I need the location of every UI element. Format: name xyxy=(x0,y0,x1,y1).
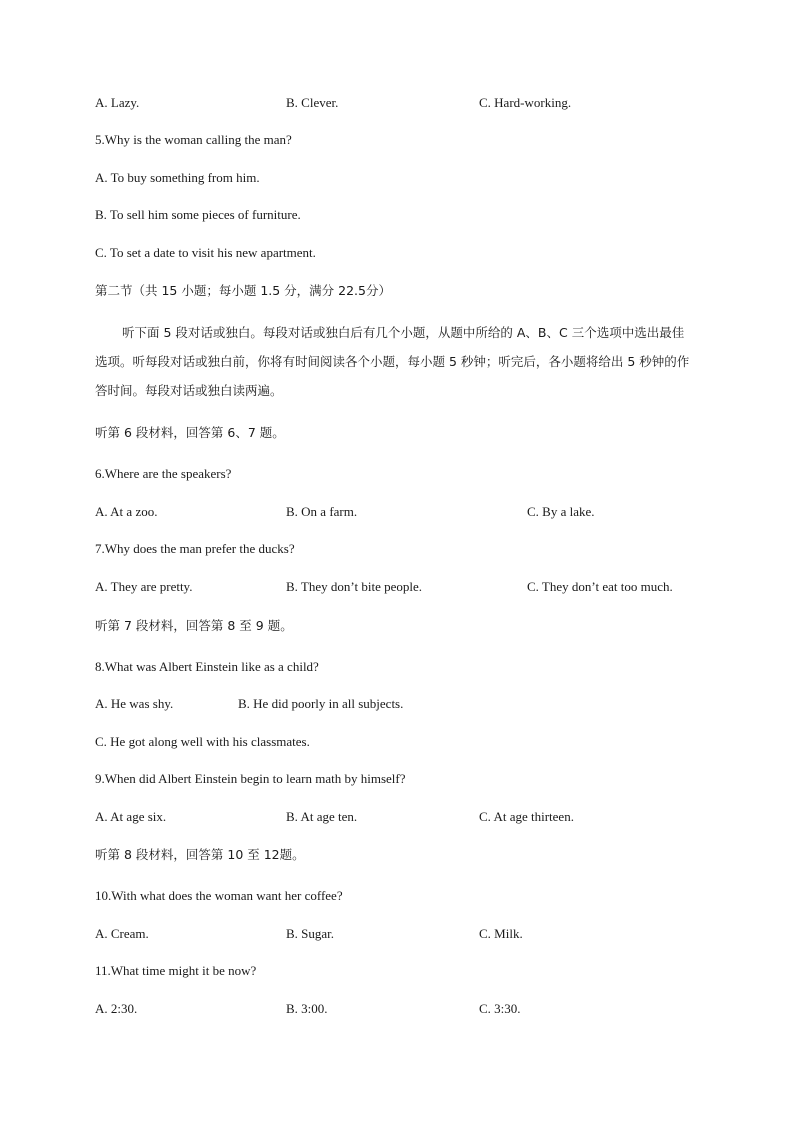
q5-option-b: B. To sell him some pieces of furniture. xyxy=(95,207,301,222)
q7-option-b: B. They don’t bite people. xyxy=(286,579,422,594)
q11-stem: 11.What time might it be now? xyxy=(95,963,257,978)
q6-option-a: A. At a zoo. xyxy=(95,504,158,519)
q5-option-a: A. To buy something from him. xyxy=(95,170,260,185)
passage7-label: 听第 7 段材料，回答第 8 至 9 题。 xyxy=(95,618,293,633)
q8-option-c: C. He got along well with his classmates. xyxy=(95,734,310,749)
q7-option-c: C. They don’t eat too much. xyxy=(527,579,673,594)
q11-option-b: B. 3:00. xyxy=(286,1001,328,1016)
q4-option-a: A. Lazy. xyxy=(95,95,140,110)
section2-instructions: 听下面 5 段对话或独白。每段对话或独白后有几个小题，从题中所给的 A、B、C 三个选项中选出最佳选项。听每段对话或独白前，你将有时间阅读各个小题，每小题 5 秒钟；听完后，各小题将给出 5 秒钟的作答时间。每段对话或独白读两遍。 xyxy=(95,325,690,398)
q8-stem: 8.What was Albert Einstein like as a child? xyxy=(95,659,319,674)
q9-stem: 9.When did Albert Einstein begin to learn math by himself? xyxy=(95,771,406,786)
section2-heading: 第二节（共 15 小题；每小题 1.5 分，满分 22.5分） xyxy=(95,283,391,298)
q6-stem: 6.Where are the speakers? xyxy=(95,466,232,481)
passage8-label: 听第 8 段材料，回答第 10 至 12题。 xyxy=(95,847,305,862)
q8-option-b: B. He did poorly in all subjects. xyxy=(238,696,404,711)
q9-option-b: B. At age ten. xyxy=(286,809,358,824)
q7-stem: 7.Why does the man prefer the ducks? xyxy=(95,541,295,556)
q6-option-c: C. By a lake. xyxy=(527,504,595,519)
passage6-label: 听第 6 段材料，回答第 6、7 题。 xyxy=(95,425,285,440)
q6-option-b: B. On a farm. xyxy=(286,504,358,519)
q10-option-a: A. Cream. xyxy=(95,926,149,941)
q9-option-c: C. At age thirteen. xyxy=(479,809,574,824)
q11-option-a: A. 2:30. xyxy=(95,1001,138,1016)
q5-option-c: C. To set a date to visit his new apartment. xyxy=(95,245,316,260)
q5-stem: 5.Why is the woman calling the man? xyxy=(95,132,292,147)
q10-option-c: C. Milk. xyxy=(479,926,523,941)
q10-option-b: B. Sugar. xyxy=(286,926,335,941)
q7-option-a: A. They are pretty. xyxy=(95,579,193,594)
q8-option-a: A. He was shy. xyxy=(95,696,174,711)
q10-stem: 10.With what does the woman want her coffee? xyxy=(95,888,343,903)
q11-option-c: C. 3:30. xyxy=(479,1001,521,1016)
q4-option-c: C. Hard-working. xyxy=(479,95,572,110)
q4-option-b: B. Clever. xyxy=(286,95,339,110)
q9-option-a: A. At age six. xyxy=(95,809,167,824)
